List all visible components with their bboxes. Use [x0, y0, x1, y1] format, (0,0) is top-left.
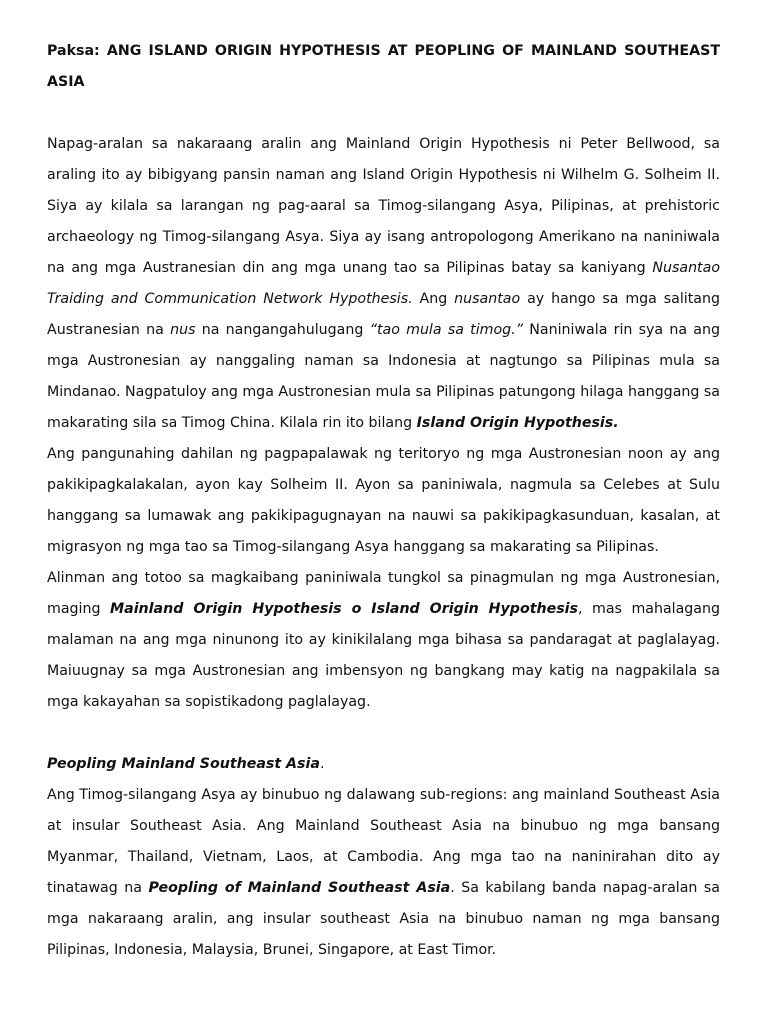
text-run: Ang	[412, 291, 455, 307]
section-heading	[47, 749, 720, 780]
text-run: na nangangahulugang	[195, 322, 370, 338]
document-title	[47, 36, 720, 98]
text-run: Ang Timog-silangang Asya ay binubuo ng dalawang sub-regions: ang mainland Southeast Asia at insular Southeast Asia. Ang Mainland Southeast Asia na binubuo ng mga bansang Myanmar, Thailand, Vietnam, Laos, at Cambodia. Ang mga tao na naninirahan dito ay tinatawag na	[47, 787, 720, 896]
bold-italic-run: Island Origin Hypothesis.	[416, 415, 619, 431]
italic-run: “tao mula sa timog.”	[369, 322, 524, 338]
text-run: Alinman ang totoo sa magkaibang paniniwala tungkol sa pinagmulan ng mga Austronesian, maging	[47, 570, 720, 617]
text-run: Naniniwala rin sya na ang mga Austronesian ay nanggaling naman sa Indonesia at nagtungo sa Pilipinas mula sa Mindanao. Nagpatuloy ang mga Austronesian mula sa Pilipinas patungong hilaga hanggang sa makarating sila sa Timog China. Kilala rin ito bilang	[47, 322, 720, 431]
text-run: . Sa kabilang banda napag-aralan sa mga nakaraang aralin, ang insular southeast Asia na binubuo naman ng mga bansang Pilipinas, Indonesia, Malaysia, Brunei, Singapore, at East Timor.	[47, 880, 720, 958]
section-heading-text: Peopling Mainland Southeast Asia	[47, 756, 320, 772]
text-run: , mas mahalagang malaman na ang mga ninunong ito ay kinikilalang mga bihasa sa pandaragat at paglalayag. Maiuugnay sa mga Austronesian ang imbensyon ng bangkang may katig na nagpakilala sa mga kakayahan sa sopistikadong paglalayag.	[47, 601, 720, 710]
title-text: ANG ISLAND ORIGIN HYPOTHESIS AT PEOPLING OF MAINLAND SOUTHEAST ASIA	[47, 43, 720, 90]
paragraph-seafaring	[47, 563, 720, 718]
paragraph-trade-expansion: Ang pangunahing dahilan ng pagpapalawak ng teritoryo ng mga Austronesian noon ay ang pakikipagkalakalan, ayon kay Solheim II. Ayon sa paniniwala, nagmula sa Celebes at Sulu hanggang sa lumawak ang pakikipagugnayan na nauwi sa pakikipagkasunduan, kasalan, at migrasyon ng mga tao sa Timog-silangang Asya hanggang sa makarating sa Pilipinas.	[47, 446, 720, 555]
text-run: Napag-aralan sa nakaraang aralin ang Mainland Origin Hypothesis ni Peter Bellwood, sa araling ito ay bibigyang pansin naman ang Island Origin Hypothesis ni Wilhelm G. Solheim II. Siya ay kilala sa larangan ng pag-aaral sa Timog-silangang Asya, Pilipinas, at prehistoric archaeology ng Timog-silangang Asya. Siya ay isang antropologong Amerikano na naniniwala na ang mga Austranesian din ang mga unang tao sa Pilipinas batay sa kaniyang	[47, 136, 720, 276]
paragraph-mainland-southeast-asia	[47, 780, 720, 966]
paragraph-island-origin	[47, 129, 720, 439]
title-label: Paksa:	[47, 43, 100, 59]
document-page	[47, 36, 720, 966]
text-run: ay hango sa mga salitang Austranesian na	[47, 291, 720, 338]
section-heading-end: .	[319, 756, 325, 772]
bold-italic-run: Mainland Origin Hypothesis o Island Origin Hypothesis	[110, 601, 578, 617]
spacer	[47, 98, 720, 129]
italic-run: Nusantao Traiding and Communication Network Hypothesis.	[47, 260, 720, 307]
spacer	[47, 718, 720, 749]
bold-italic-run: Peopling of Mainland Southeast Asia	[148, 880, 451, 896]
italic-run: nus	[170, 322, 196, 338]
italic-run: nusantao	[454, 291, 521, 307]
